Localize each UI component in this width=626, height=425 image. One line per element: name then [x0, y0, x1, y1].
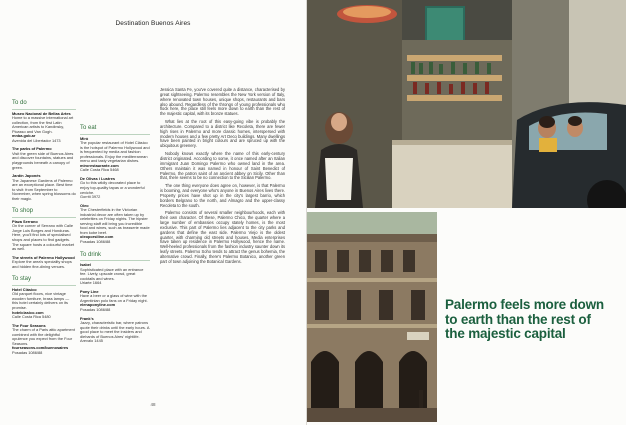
article-paragraph: What lies at the root of this easy-going vibe is probably the architecture. Compared to a district like Recoleta, there are fewer high rises in Palermo and more classic homes, interspersed with modern houses and a few pretty Art Deco buildings. Many dwellings have been painted in bright colours and are spruced up with the ubiquitous greenery. — [160, 119, 285, 149]
listing-address: Calle Costa Rica 5468 — [80, 167, 119, 173]
section-heading-toshop: To shop — [12, 208, 76, 218]
listing-name: Frank's — [80, 315, 94, 321]
listing-entry — [12, 324, 76, 356]
page-number: 48 — [150, 402, 156, 407]
listing-description: Have a beer or a glass of wine with the Argentinian polo fans on a Friday night. — [80, 293, 148, 303]
listing-address: Posadas 1086/88 — [80, 238, 111, 244]
listing-name: Hotel Clásico — [12, 286, 37, 292]
listings-column-1 — [12, 100, 76, 359]
listing-name: Mirò — [80, 135, 89, 141]
listing-name: The parks of Palermo — [12, 146, 52, 152]
listing-address: Avenida del Libertador 1473 — [12, 137, 61, 143]
listing-name: De Olivas i Lustres — [80, 175, 116, 181]
tostay-list — [12, 288, 76, 356]
section-heading-toeat: To eat — [80, 125, 150, 135]
listing-website[interactable]: mirorestaurante.com — [80, 162, 119, 168]
listing-name: The streets of Palermo Hollywood — [12, 254, 75, 260]
listing-entry — [12, 256, 76, 270]
cafe-photo — [307, 0, 626, 208]
article-paragraph: Nobody knows exactly where the name of this early-century district originated. According to some, it once named after an Italian immigrant Juan Domingo Palermo who owned land in the area. Others maintain it was named in honour of Saint Benedict of Palermo, the patron saint of an ancient abbey on Sicily. Other than that, there seems to be no connection to the Sicilian Palermo. — [160, 151, 285, 181]
listing-description: The popular restaurant of Hotel Clásico is the hotspot of Palermo Hollywood and is frequented by media and fashion professionals. Enjoy the mediterranean menu and tasty vegetarian dishes. — [80, 140, 150, 164]
listing-entry — [12, 112, 76, 144]
article-body — [160, 88, 285, 268]
listing-entry — [80, 204, 150, 245]
street-photo — [307, 212, 437, 422]
listing-description: The Japanese Gardens of Palermo are an exceptional place. Best time to visit: from September to November, when spring blossoms do their magic. — [12, 177, 76, 201]
listing-description: The Chesterfields in the Victorian industrial decor are often taken up by celebrities on Friday nights. The hipster serving staff will bring you incredible food and wines, such as brasserie made from kobe beef. — [80, 207, 150, 235]
listing-description: Old parquet floors, nice vintage wooden furniture, brass lamps — this hotel certainly delivers on its promise. — [12, 291, 70, 310]
section-heading-todo: To do — [12, 100, 76, 110]
listing-name: Pony Line — [80, 288, 99, 294]
listing-website[interactable]: fourseasons.com/buenosaires — [12, 345, 69, 351]
listing-website[interactable]: hotelclasico.com — [12, 309, 44, 315]
listing-description: Visit the green side of Buenos Aires and discover fountains, statues and playgrounds beneath a canopy of green. — [12, 150, 74, 170]
todo-list — [12, 112, 76, 202]
listing-description: The charm of a Paris attic apartment combined with the delightful opulence you expect from the Four Seasons. — [12, 327, 75, 346]
listing-entry — [80, 137, 150, 173]
listing-address: Posadas 1086/88 — [80, 306, 111, 312]
section-heading-tostay: To stay — [12, 276, 76, 286]
cafe-photo-illustration — [307, 0, 626, 208]
pull-quote: Palermo feels more down to earth than the rest of the majestic capital — [445, 297, 604, 341]
listing-entry — [80, 317, 150, 344]
listing-name: The Four Seasons — [12, 322, 46, 328]
listing-description: Go to this wildly decorated place to enjoy top-quality tapas or a wonderful ceviche. — [80, 180, 145, 195]
listing-description: Jazzy, characteristic bar, where patrons quote their drinks until the early hours. A good place to meet the insiders and diehards of Buenos Aires' nightlife. — [80, 320, 150, 339]
listing-address: Uriarte 1664 — [80, 280, 102, 286]
page-header-title: Destination Buenos Aires — [115, 20, 191, 27]
left-page — [0, 0, 307, 425]
listing-address: Calle Costa Rica 5480 — [12, 314, 51, 320]
right-page — [307, 0, 626, 425]
listing-description: Sophisticated place with an entrance fee. Lively, upscale crowd, great cocktails and wines. — [80, 266, 144, 281]
listing-entry — [12, 220, 76, 252]
toshop-list — [12, 220, 76, 269]
section-heading-todrink: To drink — [80, 252, 150, 262]
listing-address: Posadas 1086/88 — [12, 349, 43, 355]
listing-address: Gorriti 3972 — [80, 194, 101, 200]
article-paragraph: Palermo consists of several smaller neighbourhoods, each with their own character. Of these, Palermo Chico, the quarter where a large number of embassies occupy stately homes, is the most exclusive. This part of Palermo lies adjacent to the city parks and gardens that define the east side. Palermo Viejo is the oldest quarter, with charming old streets and houses. Media enterprises have taken up residence in Palermo Hollywood, hence the name. Well-heeled professionals from the fashion industry saunter down its leafy streets. Palermo Soho tends to attract the genus bohemia, the alternative crowd. Finally, there's Palermo Botanico, another green part of town adjoining the Botanical Gardens. — [160, 210, 285, 264]
listing-description: Home to a massive international art collection, from the first Latin American artists to Kandinsky, Picasso and Van Gogh. — [12, 115, 74, 134]
listing-entry — [80, 263, 150, 286]
listing-name: Museo Nacional de Bellas Artes — [12, 110, 71, 116]
listing-name: Oleo — [80, 202, 89, 208]
listing-address: Arevalo 1445 — [80, 338, 103, 344]
listing-entry — [80, 177, 150, 200]
listing-name: Plaza Serrano — [12, 218, 38, 224]
article-paragraph: The one thing everyone does agree on, however, is that Palermo is booming, and everyone who's anyone in Buenos Aires lives there. Property prices have shot up in the city's largest barrio, which borders Belgrano to the north, and Almagro and the upper-classy Recoleta to the south. — [160, 183, 285, 208]
street-photo-illustration — [307, 212, 437, 422]
listing-description: Explore the area's speciality shops and hidden fine-dining venues. — [12, 259, 72, 269]
listing-website[interactable]: elenaponyline.com — [80, 302, 116, 308]
listing-description: On the corner of Serrano with Calle Jorge Luis Borges and Honduras. Here, you'll find lots of specialised shops and places to find gadgets. The square hosts a colourful market as well. — [12, 223, 75, 252]
listing-entry — [12, 174, 76, 201]
listing-name: Jardín Japonés — [12, 173, 41, 179]
listing-entry — [80, 290, 150, 313]
todrink-list — [80, 263, 150, 344]
toeat-list — [80, 137, 150, 245]
listing-entry — [12, 147, 76, 170]
article-paragraph: Jessica Santa Fe, you've covered quite a distance, characterised by great sightseeing. Palermo resembles the New York version of Italy, where renovated town houses, unique shops, restaurants and bars also abound. Regardless of the throngs of young professionals who flock here, the place still feels more down to earth than the rest of the majestic capital, with its bronze statues. — [160, 87, 285, 117]
listing-entry — [12, 288, 76, 320]
listing-website[interactable]: mnba.gob.ar — [12, 133, 36, 139]
listing-name: Isabel — [80, 262, 92, 268]
listing-website[interactable]: oleoporsiline.com — [80, 234, 114, 240]
listings-column-2 — [80, 125, 150, 348]
